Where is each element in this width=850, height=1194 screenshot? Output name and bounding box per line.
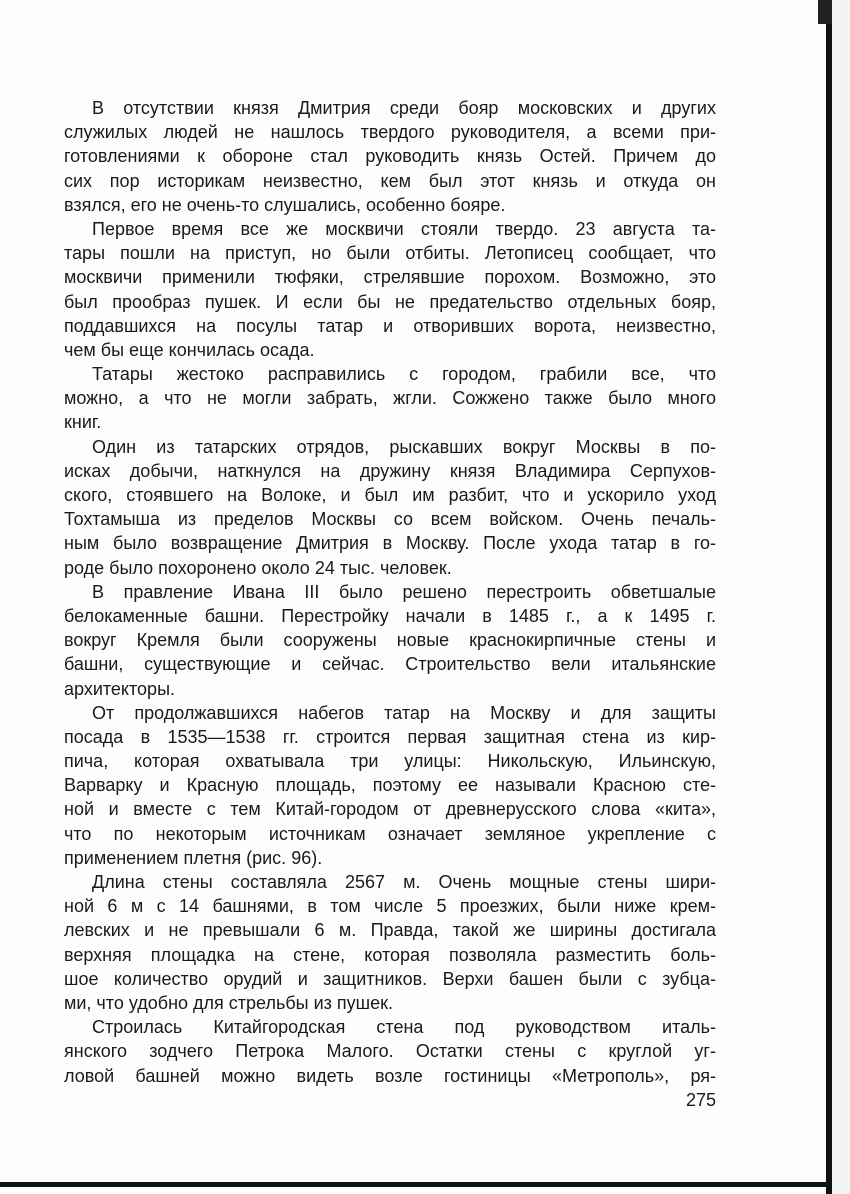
paragraph bbox=[64, 217, 716, 362]
text-line: ловой башней можно видеть возле гостиницы «Метрополь», ря- bbox=[64, 1065, 716, 1086]
text-line: Варварку и Красную площадь, поэтому ее называли Красною сте- bbox=[64, 775, 716, 796]
text-line: исках добычи, наткнулся на дружину князя Владимира Серпухов- bbox=[64, 460, 716, 481]
text-line: От продолжавшихся набегов татар на Москву и для защиты bbox=[92, 702, 716, 723]
text-line: ной и вместе с тем Китай-городом от древнерусского слова «кита», bbox=[64, 799, 716, 820]
paragraph bbox=[64, 1015, 716, 1088]
text-line: книг. bbox=[64, 412, 102, 433]
text-line: применением плетня (рис. 96). bbox=[64, 847, 323, 868]
page-edge-bottom bbox=[0, 1182, 832, 1187]
text-line: можно, а что не могли забрать, жгли. Сожжено также было много bbox=[64, 388, 716, 409]
text-line: пича, которая охватывала три улицы: Никольскую, Ильинскую, bbox=[64, 751, 716, 772]
paragraph bbox=[64, 870, 716, 1015]
page-number: 275 bbox=[685, 1090, 716, 1110]
paragraph bbox=[64, 435, 716, 580]
text-line: взялся, его не очень-то слушались, особенно бояре. bbox=[64, 194, 506, 215]
text-line: Длина стены составляла 2567 м. Очень мощные стены шири- bbox=[92, 872, 716, 892]
page-body-text bbox=[64, 96, 716, 1088]
text-line: В отсутствии князя Дмитрия среди бояр московских и других bbox=[92, 98, 716, 118]
text-line: посада в 1535—1538 гг. строится первая защитная стена из кир- bbox=[64, 726, 716, 747]
page-corner-shadow bbox=[818, 0, 832, 24]
text-line: архитекторы. bbox=[64, 678, 176, 699]
text-line: Строилась Китайгородская стена под руководством италь- bbox=[92, 1017, 716, 1038]
text-line: Тохтамыша из пределов Москвы со всем войском. Очень печаль- bbox=[64, 509, 716, 530]
text-line: верхняя площадка на стене, которая позволяла разместить боль- bbox=[64, 944, 716, 965]
text-line: роде было похоронено около 24 тыс. человек. bbox=[64, 557, 452, 578]
text-line: ми, что удобно для стрельбы из пушек. bbox=[64, 992, 393, 1013]
text-line: В правление Ивана III было решено перестроить обветшалые bbox=[92, 581, 716, 602]
text-line: служилых людей не нашлось твердого руководителя, а всеми при- bbox=[64, 122, 716, 143]
text-line: вокруг Кремля были сооружены новые краснокирпичные стены и bbox=[64, 630, 716, 651]
text-line: Татары жестоко расправились с городом, грабили все, что bbox=[92, 364, 716, 385]
text-line: готовлениями к обороне стал руководить князь Остей. Причем до bbox=[64, 146, 716, 167]
text-line: белокаменные башни. Перестройку начали в 1485 г., а к 1495 г. bbox=[64, 605, 716, 626]
text-line: чем бы еще кончилась осада. bbox=[64, 339, 315, 360]
text-line: Один из татарских отрядов, рыскавших вокруг Москвы в по- bbox=[92, 436, 716, 457]
page-edge-right bbox=[826, 0, 832, 1194]
text-line: ным было возвращение Дмитрия в Москву. После ухода татар в го- bbox=[64, 533, 716, 554]
text-line: москвичи применили тюфяки, стрелявшие порохом. Возможно, это bbox=[64, 267, 716, 288]
text-line: янского зодчего Петрока Малого. Остатки стены с круглой уг- bbox=[64, 1041, 716, 1062]
text-line: что по некоторым источникам означает земляное укрепление с bbox=[64, 823, 716, 844]
text-line: левских и не превышали 6 м. Правда, такой же ширины достигала bbox=[64, 920, 716, 941]
scan-margin bbox=[832, 0, 850, 1194]
text-line: ского, стоявшего на Волоке, и был им разбит, что и ускорило уход bbox=[64, 485, 716, 505]
paragraph bbox=[64, 701, 716, 870]
text-line: поддавшихся на посулы татар и отворивших ворота, неизвестно, bbox=[64, 315, 716, 336]
text-line: тары пошли на приступ, но были отбиты. Летописец сообщает, что bbox=[64, 243, 716, 264]
text-line: Первое время все же москвичи стояли твердо. 23 августа та- bbox=[92, 218, 716, 239]
paragraph bbox=[64, 362, 716, 435]
paragraph bbox=[64, 96, 716, 217]
text-line: башни, существующие и сейчас. Строительство вели итальянские bbox=[64, 654, 716, 675]
text-line: шое количество орудий и защитников. Верхи башен были с зубца- bbox=[64, 968, 716, 989]
paragraph bbox=[64, 580, 716, 701]
text-line: сих пор историкам неизвестно, кем был этот князь и откуда он bbox=[64, 170, 716, 191]
text-line: ной 6 м с 14 башнями, в том числе 5 проезжих, были ниже крем- bbox=[64, 896, 716, 917]
text-line: был прообраз пушек. И если бы не предательство отдельных бояр, bbox=[64, 291, 716, 312]
